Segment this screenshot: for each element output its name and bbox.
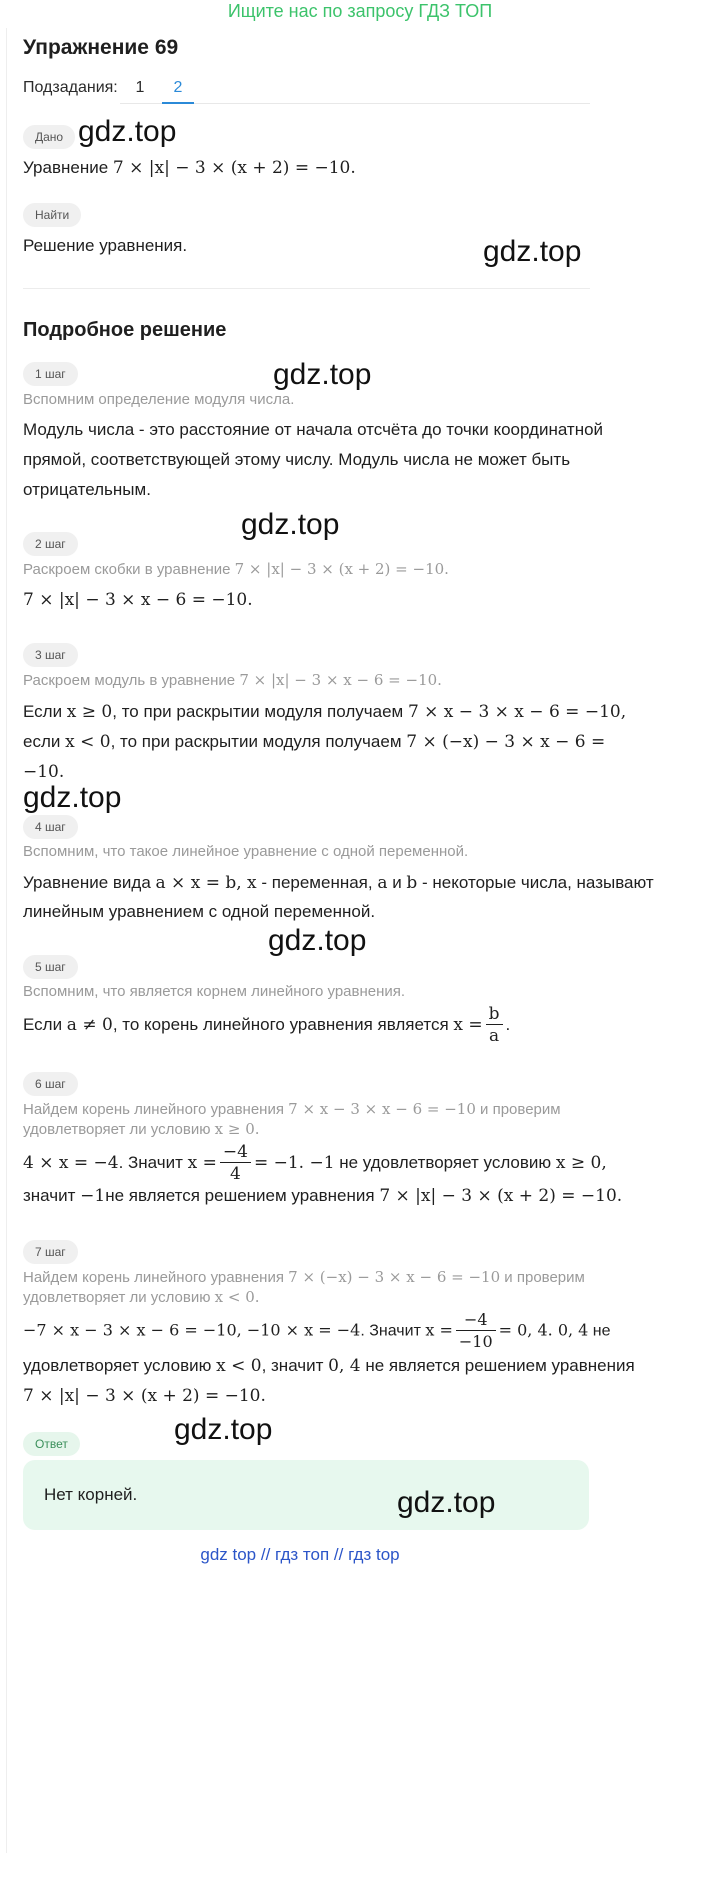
step-line: значит −1не является решением уравнения 7 × |x| − 3 × (x + 2) = −10. — [23, 1186, 623, 1206]
step-chip: 7 шаг — [23, 1240, 78, 1264]
step-line: отрицательным. — [23, 480, 151, 499]
watermark: gdz.top — [78, 115, 177, 148]
footer-link[interactable]: гдз топ — [275, 1545, 330, 1564]
fraction: $\frac{-4}{4}$ — [220, 1142, 251, 1185]
tab-subtask-1[interactable]: 1 — [135, 79, 145, 96]
footer-links — [0, 1545, 600, 1565]
step-line: Если a ≠ 0, то корень линейного уравнения является x = $\frac{b}{a}$ . — [23, 1004, 511, 1046]
step-chip: 3 шаг — [23, 643, 78, 667]
watermark: gdz.top — [483, 235, 582, 268]
find-text: Решение уравнения. — [23, 236, 188, 255]
step-hint: Раскроем модуль в уравнение 7 × |x| − 3 × x − 6 = −10. — [23, 671, 442, 689]
top-search-link[interactable]: Ищите нас по запросу ГДЗ ТОП — [227, 1, 493, 21]
fraction: $\frac{b}{a}$ — [486, 1004, 503, 1047]
footer-link[interactable]: gdz top — [200, 1545, 257, 1564]
watermark: gdz.top — [273, 358, 372, 391]
footer-separator: // — [333, 1545, 344, 1564]
step-line: 7 × |x| − 3 × (x + 2) = −10. — [23, 1386, 266, 1406]
step-chip: 4 шаг — [23, 815, 78, 839]
step-line: −7 × x − 3 × x − 6 = −10, −10 × x = −4. Значит x = $\frac{-4}{-10}$ = 0, 4. 0, 4 не — [23, 1310, 611, 1351]
solution-title: Подробное решение — [23, 319, 227, 341]
given-chip: Дано — [23, 125, 75, 149]
section-divider — [23, 288, 590, 289]
footer-separator: // — [260, 1545, 271, 1564]
answer-chip: Ответ — [23, 1432, 80, 1456]
step-hint: Вспомним определение модуля числа. — [23, 391, 295, 408]
watermark: gdz.top — [241, 508, 340, 541]
step-line: удовлетворяет условию x < 0, значит 0, 4 не является решением уравнения — [23, 1356, 635, 1376]
step-line: прямой, соответствующей этому числу. Модуль числа не может быть — [23, 450, 571, 469]
subtasks-label: Подзадания: — [23, 79, 118, 96]
step-hint: Найдем корень линейного уравнения 7 × (−x) − 3 × x − 6 = −10 и проверим — [23, 1268, 585, 1286]
footer-link[interactable]: гдз top — [348, 1545, 400, 1564]
step-hint: удовлетворяет ли условию x < 0. — [23, 1288, 260, 1306]
given-text: Уравнение 7 × |x| − 3 × (x + 2) = −10. — [23, 158, 356, 178]
tab-subtask-2[interactable]: 2 — [173, 79, 183, 96]
step-hint: Найдем корень линейного уравнения 7 × x − 3 × x − 6 = −10 и проверим — [23, 1100, 561, 1118]
step-hint: удовлетворяет ли условию x ≥ 0. — [23, 1120, 260, 1138]
watermark: gdz.top — [397, 1486, 496, 1519]
step-line: 7 × |x| − 3 × x − 6 = −10. — [23, 590, 253, 610]
step-chip: 6 шаг — [23, 1072, 78, 1096]
step-line: −10. — [23, 762, 65, 782]
watermark: gdz.top — [268, 924, 367, 957]
step-chip: 2 шаг — [23, 532, 78, 556]
step-line: Если x ≥ 0, то при раскрытии модуля получаем 7 × x − 3 × x − 6 = −10, — [23, 702, 627, 722]
watermark: gdz.top — [174, 1413, 273, 1446]
find-chip: Найти — [23, 203, 81, 227]
page-title: Упражнение 69 — [23, 36, 179, 59]
step-line: линейным уравнением с одной переменной. — [23, 902, 376, 921]
step-hint: Вспомним, что такое линейное уравнение с одной переменной. — [23, 843, 469, 860]
step-line: если x < 0, то при раскрытии модуля получаем 7 × (−x) − 3 × x − 6 = — [23, 732, 606, 752]
answer-text: Нет корней. — [44, 1485, 138, 1504]
step-chip: 5 шаг — [23, 955, 78, 979]
watermark: gdz.top — [23, 781, 122, 814]
step-line: 4 × x = −4. Значит x = $\frac{-4}{4}$ = −1. −1 не удовлетворяет условию x ≥ 0, — [23, 1142, 607, 1184]
fraction: $\frac{-4}{-10}$ — [456, 1310, 496, 1353]
step-hint: Вспомним, что является корнем линейного уравнения. — [23, 983, 406, 1000]
step-line: Модуль числа - это расстояние от начала отсчёта до точки координатной — [23, 420, 604, 439]
active-tab-indicator — [162, 102, 194, 104]
step-chip: 1 шаг — [23, 362, 78, 386]
step-hint: Раскроем скобки в уравнение 7 × |x| − 3 × (x + 2) = −10. — [23, 560, 449, 578]
step-line: Уравнение вида a × x = b, x - переменная, a и b - некоторые числа, называют — [23, 873, 654, 893]
